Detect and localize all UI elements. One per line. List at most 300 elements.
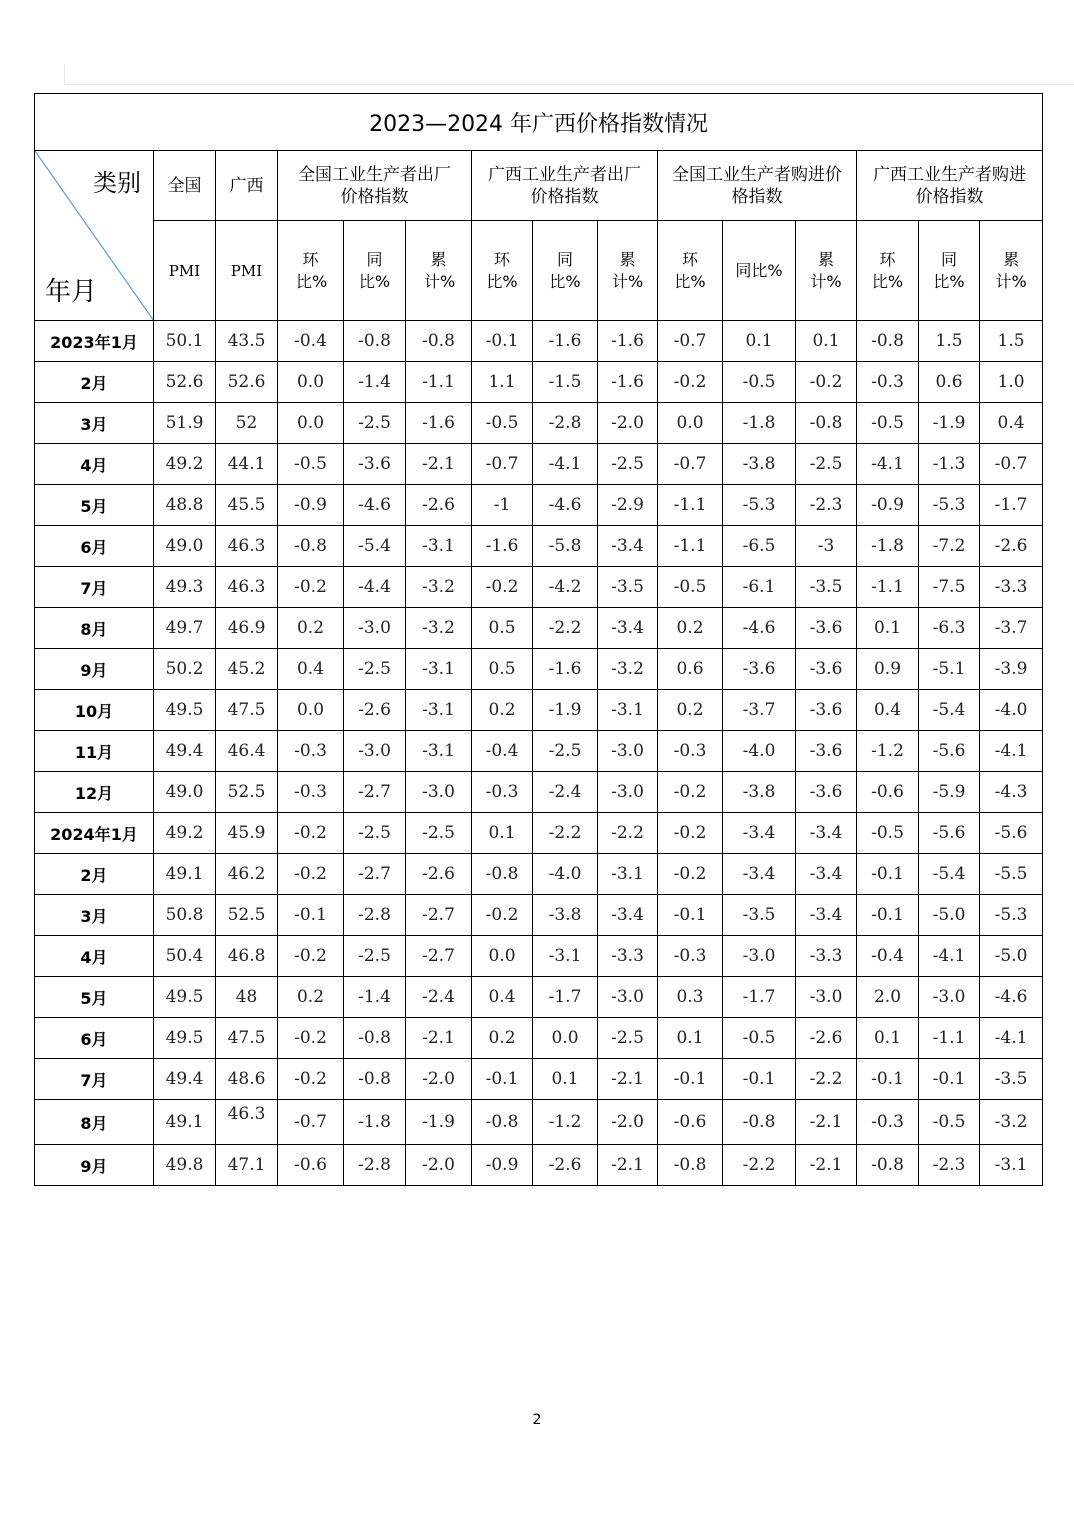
- row-month-label: 3月: [35, 895, 154, 936]
- table-cell: 52: [216, 403, 278, 444]
- table-cell: -3.6: [796, 731, 857, 772]
- table-cell: -0.8: [472, 1100, 533, 1145]
- row-month-label: 2月: [35, 854, 154, 895]
- table-cell: -0.1: [658, 1059, 723, 1100]
- row-month-label: 12月: [35, 772, 154, 813]
- table-cell: 1.5: [919, 321, 980, 362]
- table-cell: 48.6: [216, 1059, 278, 1100]
- table-cell: -1.4: [344, 362, 406, 403]
- table-cell: -1.9: [919, 403, 980, 444]
- table-cell: -0.2: [472, 895, 533, 936]
- table-cell: 0.0: [658, 403, 723, 444]
- table-cell: -2.7: [406, 895, 472, 936]
- table-cell: -2.3: [796, 485, 857, 526]
- header-national: 全国: [154, 151, 216, 221]
- subheader-mom: 环比%: [278, 221, 344, 321]
- table-cell: -3: [796, 526, 857, 567]
- table-row: [35, 526, 1043, 567]
- table-cell: 48: [216, 977, 278, 1018]
- table-cell: -0.3: [278, 731, 344, 772]
- table-cell: 49.3: [154, 567, 216, 608]
- table-cell: -0.6: [278, 1145, 344, 1186]
- table-cell: -0.5: [723, 362, 796, 403]
- table-cell: 0.2: [472, 690, 533, 731]
- table-cell: 51.9: [154, 403, 216, 444]
- table-cell: -3.4: [796, 813, 857, 854]
- table-cell: 50.1: [154, 321, 216, 362]
- table-cell: -2.0: [406, 1145, 472, 1186]
- table-cell: -0.1: [857, 895, 919, 936]
- row-month-label: 2月: [35, 362, 154, 403]
- table-cell: -0.8: [344, 1059, 406, 1100]
- table-cell: 48.8: [154, 485, 216, 526]
- table-cell: 46.8: [216, 936, 278, 977]
- table-cell: 0.1: [658, 1018, 723, 1059]
- table-row: [35, 608, 1043, 649]
- table-cell: -0.8: [472, 854, 533, 895]
- table-cell: -3.8: [533, 895, 598, 936]
- row-month-label: 8月: [35, 1100, 154, 1145]
- table-cell: -3.5: [598, 567, 658, 608]
- table-cell: -2.8: [344, 895, 406, 936]
- table-title: 2023—2024 年广西价格指数情况: [35, 94, 1043, 151]
- table-cell: -2.5: [598, 444, 658, 485]
- table-cell: 49.1: [154, 854, 216, 895]
- table-cell: -0.9: [857, 485, 919, 526]
- table-cell: 49.1: [154, 1100, 216, 1145]
- table-cell: -5.3: [919, 485, 980, 526]
- table-cell: -5.8: [533, 526, 598, 567]
- table-row: [35, 977, 1043, 1018]
- table-cell: 46.3: [216, 526, 278, 567]
- table-cell: -0.5: [723, 1018, 796, 1059]
- header-guangxi-ppirm: 广西工业生产者购进价格指数: [857, 151, 1043, 221]
- table-row: [35, 444, 1043, 485]
- table-cell: 0.1: [857, 1018, 919, 1059]
- table-cell: -4.0: [723, 731, 796, 772]
- table-cell: 0.3: [658, 977, 723, 1018]
- subheader-cum: 累计%: [406, 221, 472, 321]
- table-cell: 49.7: [154, 608, 216, 649]
- table-cell: -5.5: [980, 854, 1043, 895]
- table-cell: -4.1: [980, 731, 1043, 772]
- table-cell: -3.6: [344, 444, 406, 485]
- table-cell: -3.0: [344, 608, 406, 649]
- table-cell: -3.1: [533, 936, 598, 977]
- table-cell: -4.1: [919, 936, 980, 977]
- table-cell: -5.6: [919, 813, 980, 854]
- subheader-pmi-national: PMI: [154, 221, 216, 321]
- table-cell: -1.5: [533, 362, 598, 403]
- table-cell: -3.9: [980, 649, 1043, 690]
- table-cell: 0.2: [658, 608, 723, 649]
- table-cell: -7.5: [919, 567, 980, 608]
- table-cell: -0.2: [278, 936, 344, 977]
- table-cell: 1.0: [980, 362, 1043, 403]
- table-cell: -0.2: [658, 772, 723, 813]
- table-cell: -0.1: [723, 1059, 796, 1100]
- table-row: [35, 321, 1043, 362]
- table-cell: -3.4: [723, 854, 796, 895]
- table-cell: -2.0: [406, 1059, 472, 1100]
- table-cell: -1.1: [658, 485, 723, 526]
- table-cell: -0.3: [472, 772, 533, 813]
- table-cell: -2.7: [344, 854, 406, 895]
- row-month-label: 11月: [35, 731, 154, 772]
- table-cell: -1.1: [406, 362, 472, 403]
- table-cell: -0.3: [278, 772, 344, 813]
- table-cell: -0.2: [278, 1018, 344, 1059]
- table-cell: -4.6: [980, 977, 1043, 1018]
- table-cell: -0.5: [857, 813, 919, 854]
- table-cell: -3.1: [406, 690, 472, 731]
- table-cell: -0.2: [472, 567, 533, 608]
- table-cell: -0.2: [658, 362, 723, 403]
- corner-category-label: 类别: [93, 169, 141, 197]
- table-cell: -3.4: [796, 895, 857, 936]
- table-cell: -0.7: [472, 444, 533, 485]
- table-cell: 49.2: [154, 813, 216, 854]
- table-cell: 47.5: [216, 1018, 278, 1059]
- table-cell: 0.5: [472, 649, 533, 690]
- table-cell: -0.5: [472, 403, 533, 444]
- table-cell: 44.1: [216, 444, 278, 485]
- table-cell: -0.8: [344, 321, 406, 362]
- table-cell: -3.2: [598, 649, 658, 690]
- table-cell: -0.7: [658, 444, 723, 485]
- table-cell: -3.8: [723, 772, 796, 813]
- table-cell: 0.2: [278, 977, 344, 1018]
- row-month-label: 2024年1月: [35, 813, 154, 854]
- table-cell: -2.4: [533, 772, 598, 813]
- table-cell: 0.9: [857, 649, 919, 690]
- row-month-label: 6月: [35, 1018, 154, 1059]
- table-cell: -4.1: [980, 1018, 1043, 1059]
- row-month-label: 2023年1月: [35, 321, 154, 362]
- table-cell: -0.9: [278, 485, 344, 526]
- table-cell: -6.1: [723, 567, 796, 608]
- table-cell: 0.0: [278, 362, 344, 403]
- table-cell: 46.3: [216, 567, 278, 608]
- table-cell: -5.4: [919, 854, 980, 895]
- table-cell: 47.1: [216, 1145, 278, 1186]
- table-cell: -0.1: [278, 895, 344, 936]
- table-cell: -1.7: [980, 485, 1043, 526]
- table-cell: -2.6: [980, 526, 1043, 567]
- table-cell: 49.4: [154, 1059, 216, 1100]
- table-cell: -3.0: [344, 731, 406, 772]
- table-row: [35, 690, 1043, 731]
- table-cell: -1.7: [533, 977, 598, 1018]
- table-cell: -3.5: [723, 895, 796, 936]
- table-cell: -6.5: [723, 526, 796, 567]
- row-month-label: 6月: [35, 526, 154, 567]
- table-cell: 46.2: [216, 854, 278, 895]
- table-cell: -7.2: [919, 526, 980, 567]
- table-cell: -0.2: [278, 854, 344, 895]
- table-cell: -3.6: [796, 772, 857, 813]
- table-row: [35, 895, 1043, 936]
- table-cell: 49.2: [154, 444, 216, 485]
- table-cell: -5.0: [919, 895, 980, 936]
- table-cell: -2.5: [344, 936, 406, 977]
- row-month-label: 9月: [35, 649, 154, 690]
- subheader-cum: 累计%: [598, 221, 658, 321]
- table-cell: -2.2: [598, 813, 658, 854]
- table-cell: -6.3: [919, 608, 980, 649]
- table-cell: 0.2: [658, 690, 723, 731]
- table-cell: -1.4: [344, 977, 406, 1018]
- table-cell: -5.4: [919, 690, 980, 731]
- table-cell: 52.6: [216, 362, 278, 403]
- table-cell: -0.1: [658, 895, 723, 936]
- table-cell: 0.1: [857, 608, 919, 649]
- table-cell: -3.4: [598, 895, 658, 936]
- table-cell: -3.4: [598, 526, 658, 567]
- table-cell: -1.6: [406, 403, 472, 444]
- table-cell: -5.6: [980, 813, 1043, 854]
- table-cell: 0.2: [472, 1018, 533, 1059]
- table-cell: -4.6: [533, 485, 598, 526]
- table-cell: -2.2: [533, 813, 598, 854]
- table-cell: -3.2: [406, 608, 472, 649]
- table-cell: -0.2: [658, 854, 723, 895]
- table-cell: -1.1: [919, 1018, 980, 1059]
- table-cell: -0.3: [658, 731, 723, 772]
- table-cell: 0.4: [980, 403, 1043, 444]
- table-cell: -1.6: [533, 649, 598, 690]
- table-cell: -0.7: [658, 321, 723, 362]
- table-cell: -1.6: [598, 321, 658, 362]
- table-row: [35, 1059, 1043, 1100]
- table-cell: 43.5: [216, 321, 278, 362]
- table-cell: 0.2: [278, 608, 344, 649]
- table-cell: -1.2: [857, 731, 919, 772]
- table-cell: 47.5: [216, 690, 278, 731]
- table-cell: -4.0: [533, 854, 598, 895]
- table-cell: -3.0: [598, 772, 658, 813]
- table-cell: -2.8: [344, 1145, 406, 1186]
- table-cell: -5.1: [919, 649, 980, 690]
- table-row: [35, 567, 1043, 608]
- table-row: [35, 485, 1043, 526]
- table-cell: -2.1: [796, 1145, 857, 1186]
- table-cell: -2.6: [533, 1145, 598, 1186]
- table-cell: 52.5: [216, 772, 278, 813]
- table-cell: -3.6: [796, 608, 857, 649]
- table-row: [35, 772, 1043, 813]
- table-cell: -2.1: [796, 1100, 857, 1145]
- table-cell: -3.7: [723, 690, 796, 731]
- table-cell: -4.3: [980, 772, 1043, 813]
- table-cell: -0.3: [658, 936, 723, 977]
- table-cell: -0.4: [278, 321, 344, 362]
- table-cell: -0.1: [857, 1059, 919, 1100]
- table-cell: 45.2: [216, 649, 278, 690]
- table-cell: -2.5: [533, 731, 598, 772]
- table-cell: -1.8: [857, 526, 919, 567]
- table-cell: -3.2: [980, 1100, 1043, 1145]
- table-cell: -1.7: [723, 977, 796, 1018]
- table-cell: -3.1: [406, 731, 472, 772]
- table-cell: -0.8: [406, 321, 472, 362]
- row-month-label: 7月: [35, 1059, 154, 1100]
- table-cell: -5.3: [980, 895, 1043, 936]
- table-cell: -3.0: [723, 936, 796, 977]
- table-cell: 0.4: [278, 649, 344, 690]
- table-cell: 50.2: [154, 649, 216, 690]
- table-cell: -3.1: [598, 690, 658, 731]
- table-cell: -0.2: [278, 1059, 344, 1100]
- table-cell: -1.8: [344, 1100, 406, 1145]
- table-cell: 0.0: [278, 403, 344, 444]
- table-cell: -0.8: [658, 1145, 723, 1186]
- table-cell: -4.1: [857, 444, 919, 485]
- table-cell: -0.7: [980, 444, 1043, 485]
- table-cell: -3.1: [406, 526, 472, 567]
- table-cell: -2.6: [406, 854, 472, 895]
- table-cell: -3.1: [406, 649, 472, 690]
- table-cell: -3.1: [598, 854, 658, 895]
- table-cell: -2.7: [344, 772, 406, 813]
- row-month-label: 9月: [35, 1145, 154, 1186]
- table-cell: -3.0: [598, 731, 658, 772]
- table-cell: -1.6: [598, 362, 658, 403]
- table-cell: -0.3: [857, 362, 919, 403]
- corner-header-cell: [35, 151, 154, 321]
- table-cell: -4.4: [344, 567, 406, 608]
- table-cell: 0.0: [533, 1018, 598, 1059]
- subheader-pmi-guangxi: PMI: [216, 221, 278, 321]
- table-cell: 50.4: [154, 936, 216, 977]
- table-row: [35, 362, 1043, 403]
- table-cell: -5.3: [723, 485, 796, 526]
- table-cell: -0.9: [472, 1145, 533, 1186]
- table-cell: -2.5: [796, 444, 857, 485]
- table-cell: -2.1: [598, 1059, 658, 1100]
- table-cell: -0.8: [344, 1018, 406, 1059]
- table-cell: -3.0: [406, 772, 472, 813]
- subheader-mom: 环比%: [658, 221, 723, 321]
- table-cell: -2.6: [406, 485, 472, 526]
- table-cell: -3.4: [598, 608, 658, 649]
- table-cell: -0.5: [919, 1100, 980, 1145]
- table-cell: 0.5: [472, 608, 533, 649]
- row-month-label: 5月: [35, 485, 154, 526]
- subheader-yoy: 同比%: [723, 221, 796, 321]
- table-cell: -2.1: [598, 1145, 658, 1186]
- table-cell: -2.6: [796, 1018, 857, 1059]
- subheader-yoy: 同比%: [533, 221, 598, 321]
- table-cell: -0.4: [857, 936, 919, 977]
- table-cell: -0.1: [857, 854, 919, 895]
- table-cell: -3.6: [796, 690, 857, 731]
- subheader-cum: 累计%: [796, 221, 857, 321]
- table-cell: -3.6: [723, 649, 796, 690]
- table-cell: -5.4: [344, 526, 406, 567]
- table-cell: -2.0: [598, 403, 658, 444]
- table-cell: -1.9: [533, 690, 598, 731]
- table-cell: -2.5: [344, 403, 406, 444]
- table-cell: -4.1: [533, 444, 598, 485]
- table-cell: -0.8: [857, 1145, 919, 1186]
- table-cell: 49.5: [154, 977, 216, 1018]
- table-cell: -3.3: [598, 936, 658, 977]
- table-cell: -4.0: [980, 690, 1043, 731]
- table-cell: 49.4: [154, 731, 216, 772]
- table-cell: 46.3: [216, 1100, 278, 1145]
- table-row: [35, 731, 1043, 772]
- header-national-ppirm: 全国工业生产者购进价格指数: [658, 151, 857, 221]
- table-cell: -3.8: [723, 444, 796, 485]
- table-cell: -3.6: [796, 649, 857, 690]
- table-cell: 0.6: [919, 362, 980, 403]
- table-cell: -0.5: [857, 403, 919, 444]
- table-cell: -2.5: [344, 649, 406, 690]
- page-number: 2: [532, 1412, 542, 1428]
- row-month-label: 5月: [35, 977, 154, 1018]
- row-month-label: 7月: [35, 567, 154, 608]
- table-cell: 0.4: [472, 977, 533, 1018]
- table-cell: -3.0: [796, 977, 857, 1018]
- subheader-yoy: 同比%: [919, 221, 980, 321]
- table-cell: 1.1: [472, 362, 533, 403]
- table-cell: -5.0: [980, 936, 1043, 977]
- table-cell: -3.1: [980, 1145, 1043, 1186]
- row-month-label: 4月: [35, 936, 154, 977]
- table-cell: -4.6: [723, 608, 796, 649]
- table-cell: -0.6: [658, 1100, 723, 1145]
- table-cell: 45.5: [216, 485, 278, 526]
- table-cell: 46.4: [216, 731, 278, 772]
- table-cell: -3.0: [598, 977, 658, 1018]
- table-cell: 49.0: [154, 772, 216, 813]
- table-cell: -1.1: [658, 526, 723, 567]
- table-cell: -2.8: [533, 403, 598, 444]
- table-cell: 52.6: [154, 362, 216, 403]
- header-guangxi-ppi: 广西工业生产者出厂价格指数: [472, 151, 658, 221]
- table-cell: -3.5: [796, 567, 857, 608]
- table-cell: 45.9: [216, 813, 278, 854]
- table-cell: -3.7: [980, 608, 1043, 649]
- table-cell: 0.1: [472, 813, 533, 854]
- table-row: [35, 1018, 1043, 1059]
- table-cell: -0.2: [658, 813, 723, 854]
- table-cell: -1.6: [472, 526, 533, 567]
- table-cell: -0.1: [472, 1059, 533, 1100]
- table-cell: -0.8: [857, 321, 919, 362]
- table-cell: -0.2: [278, 813, 344, 854]
- table-cell: -3.4: [723, 813, 796, 854]
- table-cell: -5.6: [919, 731, 980, 772]
- table-cell: -1: [472, 485, 533, 526]
- table-row: [35, 1100, 1043, 1145]
- table-cell: -2.6: [344, 690, 406, 731]
- row-month-label: 10月: [35, 690, 154, 731]
- table-cell: -2.2: [533, 608, 598, 649]
- table-cell: 0.1: [723, 321, 796, 362]
- table-cell: -3.5: [980, 1059, 1043, 1100]
- table-cell: 0.6: [658, 649, 723, 690]
- table-cell: 52.5: [216, 895, 278, 936]
- table-cell: 2.0: [857, 977, 919, 1018]
- table-cell: -0.8: [723, 1100, 796, 1145]
- table-cell: -2.2: [796, 1059, 857, 1100]
- table-cell: -0.2: [278, 567, 344, 608]
- price-index-table: [34, 93, 1043, 1186]
- table-cell: -2.4: [406, 977, 472, 1018]
- table-cell: -0.8: [278, 526, 344, 567]
